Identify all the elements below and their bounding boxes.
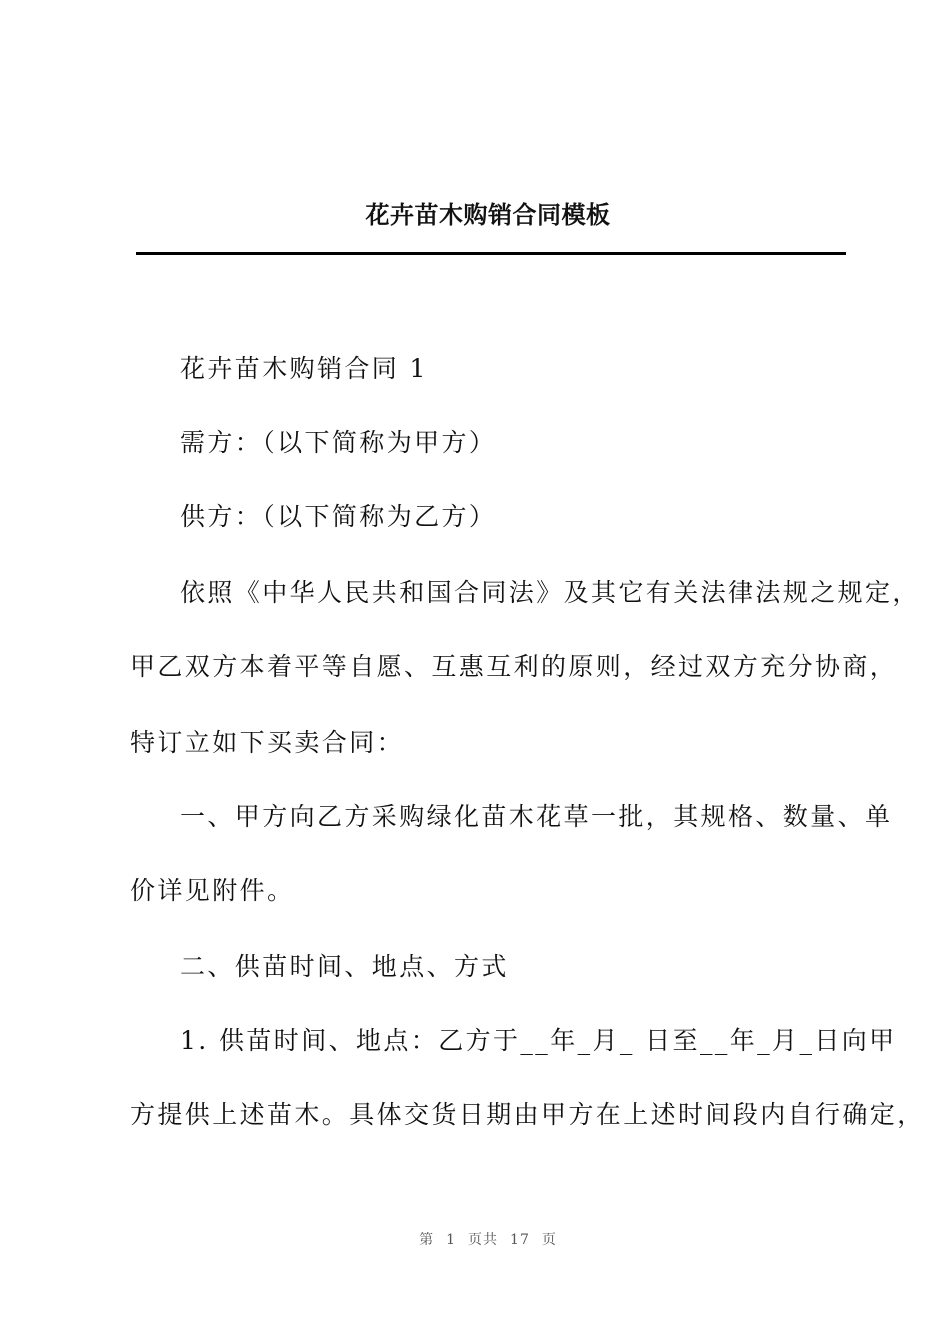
title-underline bbox=[136, 252, 846, 255]
footer-page-number: 1 bbox=[446, 1232, 457, 1248]
clause-2-item-1-line-2: 方提供上述苗木。具体交货日期由甲方在上述时间段内自行确定， bbox=[130, 1100, 925, 1129]
footer-prefix: 第 bbox=[419, 1232, 435, 1248]
clause-2-heading: 二、供苗时间、地点、方式 bbox=[180, 952, 509, 981]
contract-subtitle: 花卉苗木购销合同 1 bbox=[180, 354, 428, 383]
paragraph-1-line-1: 依照《中华人民共和国合同法》及其它有关法律法规之规定， bbox=[180, 578, 920, 607]
footer-mid: 页共 bbox=[468, 1232, 499, 1248]
footer-total-pages: 17 bbox=[510, 1232, 530, 1248]
supplier-line: 供方：（以下简称为乙方） bbox=[180, 502, 497, 531]
footer-suffix: 页 bbox=[541, 1232, 557, 1248]
clause-1-line-1: 一、甲方向乙方采购绿化苗木花草一批，其规格、数量、单 bbox=[180, 802, 893, 831]
clause-1-line-2: 价详见附件。 bbox=[130, 876, 295, 905]
page-footer bbox=[0, 1229, 950, 1249]
clause-2-item-1-line-1: 1. 供苗时间、地点：乙方于__年_月_ 日至__年_月_日向甲 bbox=[180, 1026, 897, 1055]
document-title: 花卉苗木购销合同模板 bbox=[365, 200, 611, 229]
buyer-line: 需方：（以下简称为甲方） bbox=[180, 428, 497, 457]
paragraph-1-line-2: 甲乙双方本着平等自愿、互惠互利的原则，经过双方充分协商， bbox=[130, 652, 898, 681]
paragraph-1-line-3: 特订立如下买卖合同： bbox=[130, 728, 405, 757]
